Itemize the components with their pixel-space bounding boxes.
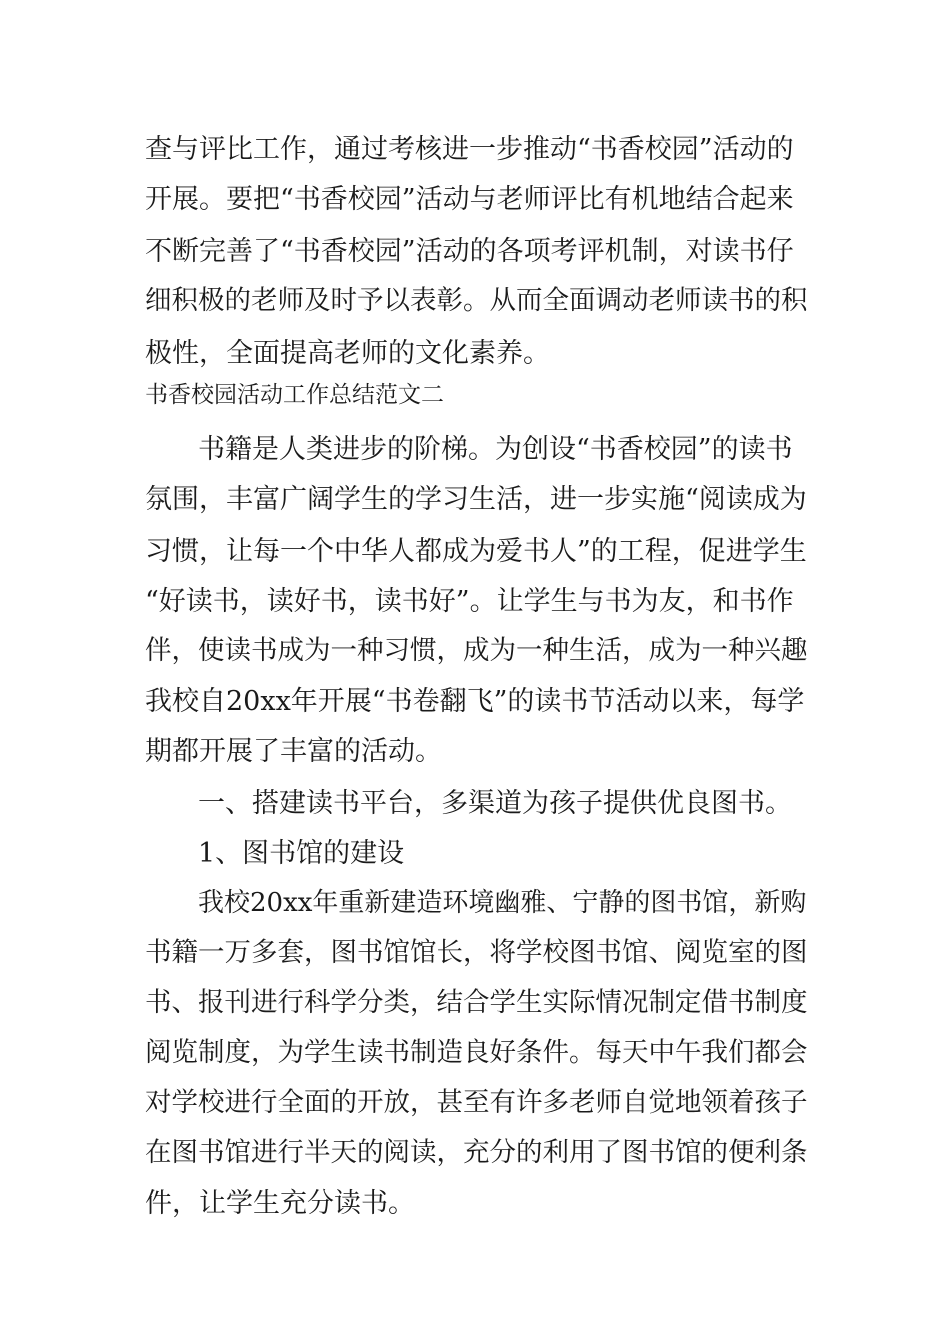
body-text-line: 查与评比工作，通过考核进一步推动“书香校园”活动的: [145, 134, 794, 165]
body-text-line: 氛围，丰富广阔学生的学习生活，进一步实施“阅读成为: [145, 484, 807, 515]
subheading: 1、图书馆的建设: [198, 838, 405, 869]
section-heading: 书香校园活动工作总结范文二: [145, 382, 444, 408]
body-text-line: 我校20xx年重新建造环境幽雅、宁静的图书馆，新购: [198, 888, 807, 918]
body-text-line: 期都开展了丰富的活动。: [145, 736, 442, 767]
body-text-line: 书籍是人类进步的阶梯。为创设“书香校园”的读书: [198, 434, 793, 465]
body-text-line: 细积极的老师及时予以表彰。从而全面调动老师读书的积: [145, 285, 808, 316]
body-text-line: 阅览制度，为学生读书制造良好条件。每天中午我们都会: [145, 1037, 808, 1068]
body-text-line: 书、报刊进行科学分类，结合学生实际情况制定借书制度: [145, 987, 808, 1018]
body-text-line: 开展。要把“书香校园”活动与老师评比有机地结合起来: [145, 184, 794, 215]
body-text-line: 极性，全面提高老师的文化素养。: [145, 338, 550, 369]
body-text-line: 我校自20xx年开展“书卷翻飞”的读书节活动以来，每学: [145, 686, 805, 717]
body-text-line: “好读书，读好书，读书好”。让学生与书为友，和书作: [145, 586, 794, 617]
subheading: 一、搭建读书平台，多渠道为孩子提供优良图书。: [198, 788, 792, 819]
body-text-line: 不断完善了“书香校园”活动的各项考评机制，对读书仔: [145, 236, 794, 267]
body-text-line: 件，让学生充分读书。: [145, 1188, 415, 1219]
body-text-line: 伴，使读书成为一种习惯，成为一种生活，成为一种兴趣: [145, 635, 808, 666]
body-text-line: 习惯，让每一个中华人都成为爱书人”的工程，促进学生: [145, 536, 807, 567]
body-text-line: 在图书馆进行半天的阅读，充分的利用了图书馆的便利条: [145, 1137, 808, 1168]
body-text-line: 对学校进行全面的开放，甚至有许多老师自觉地领着孩子: [145, 1087, 808, 1118]
body-text-line: 书籍一万多套，图书馆馆长，将学校图书馆、阅览室的图: [145, 937, 808, 968]
